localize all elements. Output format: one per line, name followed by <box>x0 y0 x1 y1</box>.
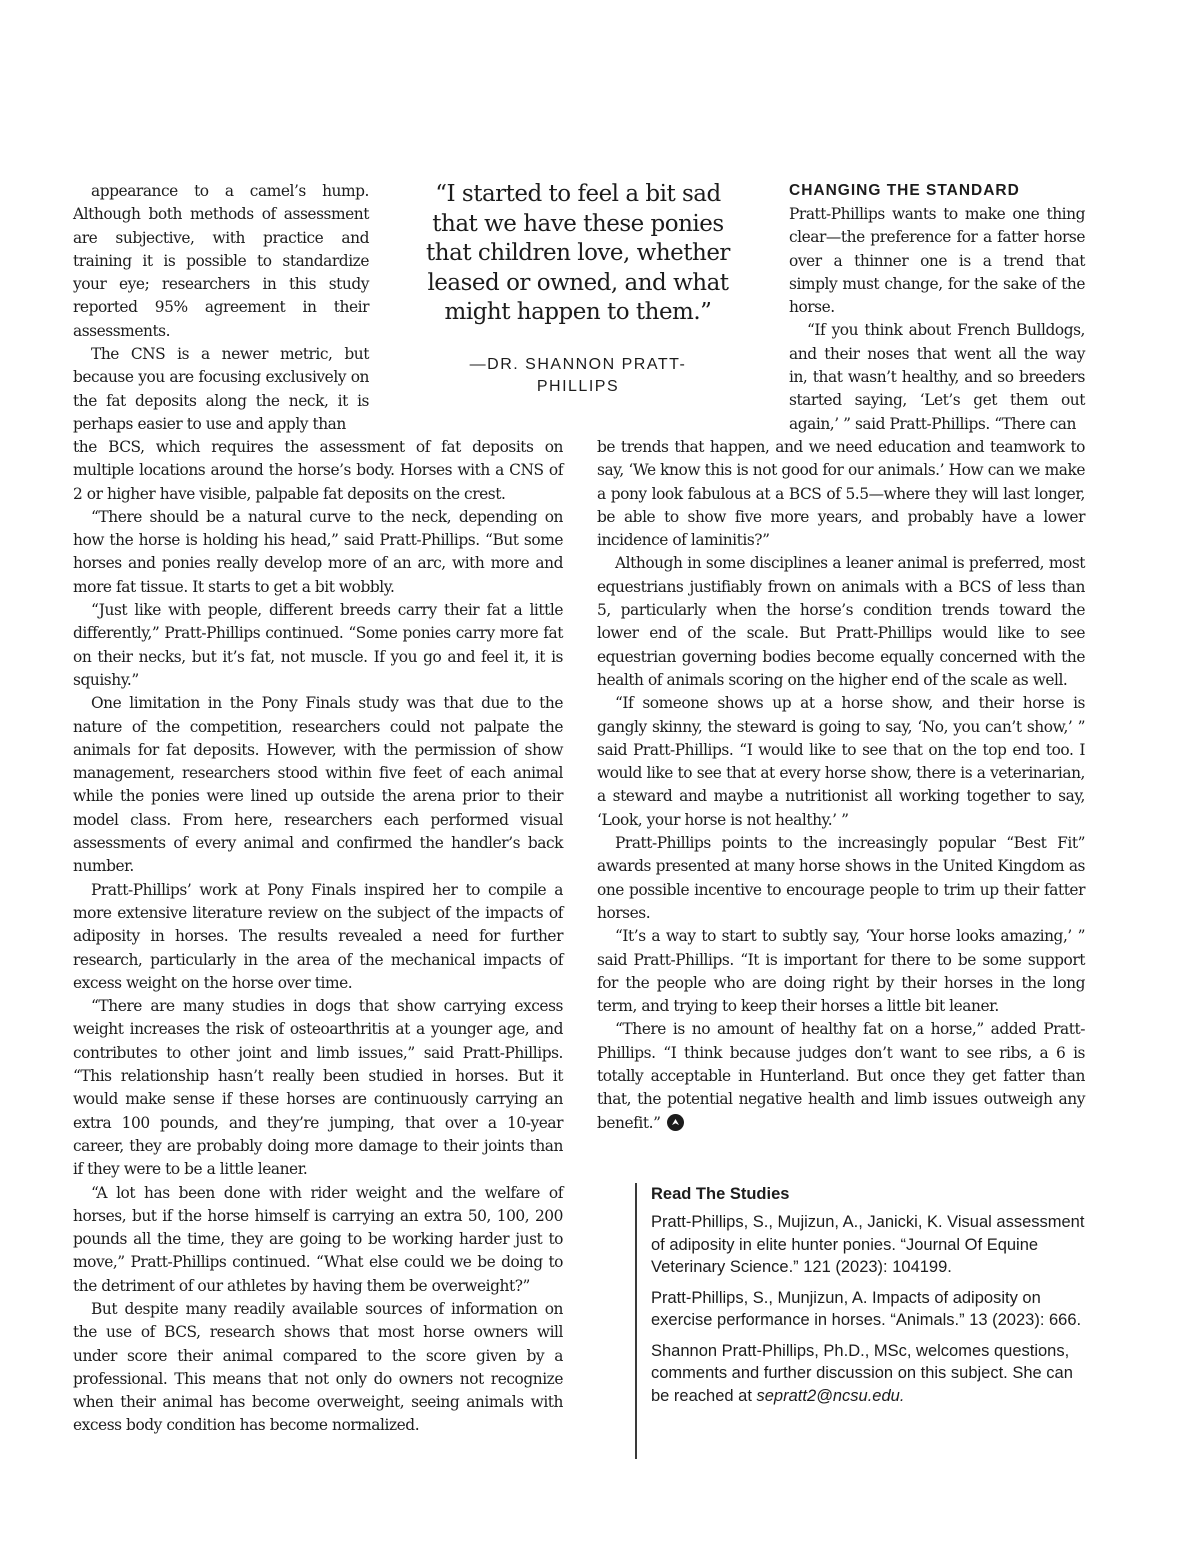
body-paragraph: “There are many studies in dogs that show carrying excess weight increases the risk of osteoarthritis at a younger age, and contributes to other joint and limb issues,” said Pratt-Phillips. “This relationship hasn’t really been studied in horses. But it would make sense if these horses are continuously carrying an extra 100 pounds, and they’re jumping, that over a 10-year career, they are probably doing more damage to their joints than if they were to be a little leaner. <box>73 997 563 1179</box>
right-column <box>597 436 1085 1135</box>
section-heading: CHANGING THE STANDARD <box>789 182 1020 199</box>
body-paragraph: “It’s a way to start to subtly say, ‘Your horse looks amazing,’ ” said Pratt-Phillips. “It is important for there to be some support for the people who are doing right by their horses in the long term, and trying to keep their horses a little bit leaner. <box>597 927 1085 1016</box>
body-paragraph: appearance to a camel’s hump. Although both methods of assessment are subjective, with practice and training it is possible to standardize your eye; researchers in this study reported 95% agreement in their assessments. <box>73 182 369 340</box>
body-paragraph: The CNS is a newer metric, but because you are focusing exclusively on the fat deposits along the neck, it is perhaps easier to use and apply than <box>73 345 369 433</box>
body-paragraph: the BCS, which requires the assessment of fat deposits on multiple locations around the horse’s body. Horses with a CNS of 2 or higher have visible, palpable fat deposits on the crest. <box>73 438 563 503</box>
body-paragraph: “If you think about French Bulldogs, and their noses that went all the way in, that wasn’t healthy, and so breeders started saying, ‘Let’s get them out again,’ ” said Pratt-Phillips. “There can <box>789 321 1085 433</box>
read-the-studies-sidebar <box>635 1183 1095 1459</box>
pull-quote-attribution: —DR. SHANNON PRATT-PHILLIPS <box>469 355 687 395</box>
sidebar-contact <box>651 1340 1095 1408</box>
body-paragraph: “Just like with people, different breeds carry their fat a little differently,” Pratt-Phillips continued. “Some ponies carry more fat on their necks, but it’s fat, not muscle. If you go and feel it, it is squishy.” <box>73 601 563 689</box>
body-paragraph: be trends that happen, and we need education and teamwork to say, ‘We know this is not good for our animals.’ How can we make a pony look fabulous at a BCS of 5.5—where they will last longer, be able to show five more years, and probably have a lower incidence of laminitis?” <box>597 438 1085 550</box>
body-paragraph-final <box>597 1018 1085 1134</box>
sidebar-reference: Pratt-Phillips, S., Munjizun, A. Impacts of adiposity on exercise performance in horses. “Animals.” 13 (2023): 666. <box>651 1288 1082 1329</box>
body-paragraph: Pratt-Phillips’ work at Pony Finals inspired her to compile a more extensive literature review on the subject of the impacts of adiposity in horses. The results revealed a need for further research, particularly in the area of the mechanical impacts of excess weight on the horse over time. <box>73 880 563 992</box>
sidebar-contact-email: sepratt2@ncsu.edu. <box>756 1386 905 1405</box>
body-paragraph: But despite many readily available sources of information on the use of BCS, research shows that most horse owners will under score their animal compared to the score given by a professional. This means that not only do owners not recognize when their animal has become overweight, seeing animals with excess body condition has become normalized. <box>73 1299 563 1435</box>
body-paragraph: Pratt-Phillips wants to make one thing clear—the preference for a fatter horse over a thinner one is a trend that simply must change, for the sake of the horse. <box>789 205 1085 317</box>
left-column-top <box>73 180 369 436</box>
sidebar-reference: Pratt-Phillips, S., Mujizun, A., Janicki, K. Visual assessment of adiposity in elite hunter ponies. “Journal Of Equine Veterinary Science.” 121 (2023): 104199. <box>651 1213 1085 1276</box>
sidebar-title: Read The Studies <box>651 1185 790 1203</box>
pull-quote <box>418 180 738 398</box>
final-paragraph-text: “There is no amount of healthy fat on a horse,” added Pratt-Phillips. “I think because judges don’t want to see ribs, a 6 is totally acceptable in Hunterland. But once they get fatter than that, the potential negative health and limb issues outweigh any benefit.” <box>597 1020 1085 1132</box>
body-paragraph: “A lot has been done with rider weight and the welfare of horses, but if the horse himself is carrying an extra 50, 100, 200 pounds all the time, they are going to be working harder just to move,” Pratt-Phillips continued. “What else could we be doing to the detriment of our athletes by having them be overweight?” <box>73 1183 563 1295</box>
end-of-story-icon <box>667 1114 684 1131</box>
sidebar-contact-text: Shannon Pratt-Phillips, Ph.D., MSc, welcomes questions, comments and further discussion on this subject. She can be reached at <box>651 1341 1073 1405</box>
body-paragraph: One limitation in the Pony Finals study was that due to the nature of the competition, researchers could not palpate the animals for fat deposits. However, with the permission of show management, researchers stood within five feet of each animal while the ponies were lined up outside the arena prior to their model class. From here, researchers each performed visual assessments of every animal and confirmed the handler’s back number. <box>73 694 563 876</box>
body-paragraph: Although in some disciplines a leaner animal is preferred, most equestrians justifiably frown on animals with a BCS of less than 5, particularly when the horse’s condition trends toward the lower end of the scale. But Pratt-Phillips would like to see equestrian governing bodies become equally concerned with the health of animals scoring on the higher end of the scale as well. <box>597 554 1085 689</box>
body-paragraph: “If someone shows up at a horse show, and their horse is gangly skinny, the steward is going to say, ‘No, you can’t show,’ ” said Pratt-Phillips. “I would like to see that on the top end too. I would like to see that at every horse show, there is a veterinarian, a steward and maybe a nutritionist all working together to say, ‘Look, your horse is not healthy.’ ” <box>597 694 1085 829</box>
body-paragraph: Pratt-Phillips points to the increasingly popular “Best Fit” awards presented at many horse shows in the United Kingdom as one possible incentive to encourage people to trim up their fatter horses. <box>597 834 1085 922</box>
left-column <box>73 436 563 1438</box>
right-column-top <box>789 203 1085 436</box>
body-paragraph: “There should be a natural curve to the neck, depending on how the horse is holding his head,” said Pratt-Phillips. “But some horses and ponies really develop more of an arc, with more and more fat tissue. It starts to get a bit wobbly. <box>73 507 563 596</box>
pull-quote-text: “I started to feel a bit sad that we have these ponies that children love, whether leased or owned, and what might happen to them.” <box>426 181 730 325</box>
